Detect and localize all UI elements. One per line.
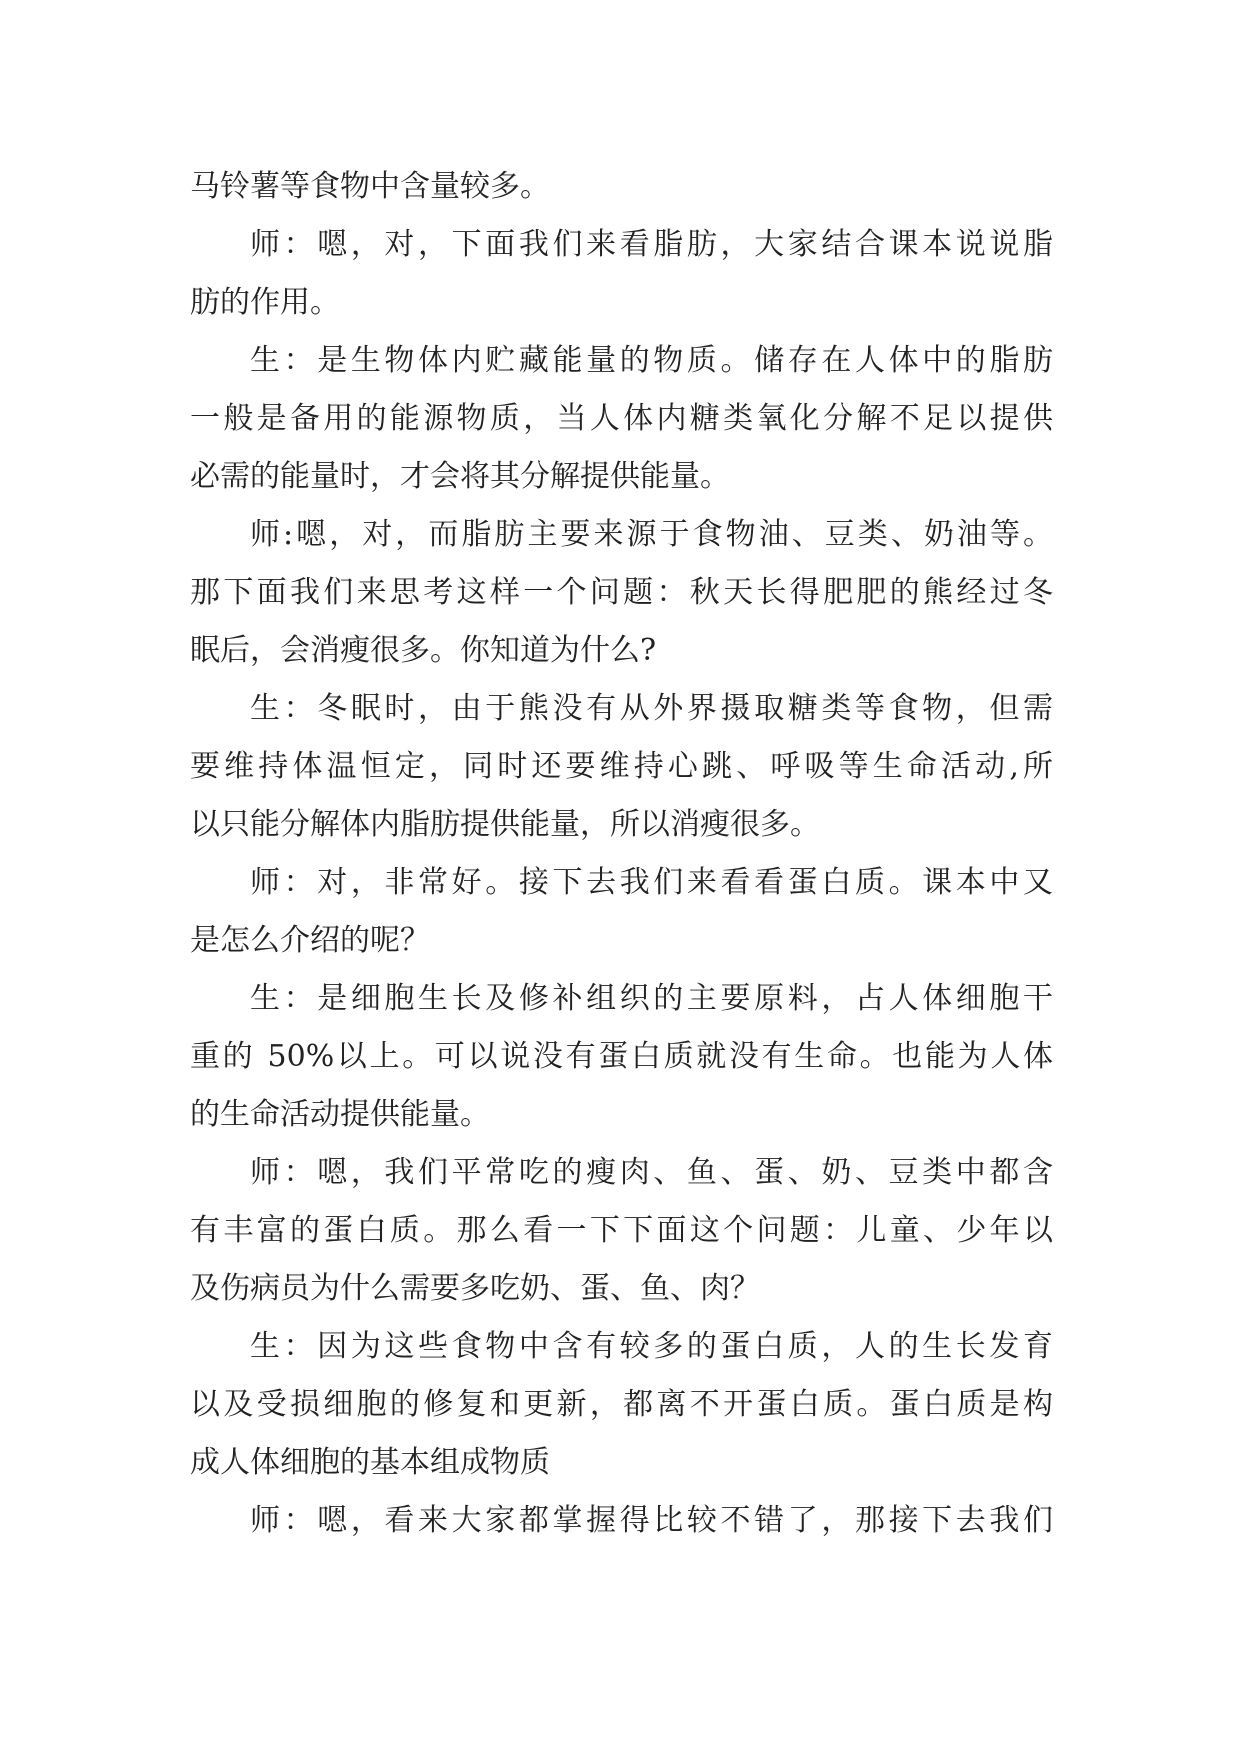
paragraph-teacher: [190, 1492, 1053, 1550]
text-line: 生：因为这些食物中含有较多的蛋白质，人的生长发育: [250, 1329, 1053, 1364]
text-line: 肪的作用。: [190, 285, 340, 320]
text-line: 师：嗯，对，下面我们来看脂肪，大家结合课本说说脂: [250, 227, 1053, 262]
text-line: 马铃薯等食物中含量较多。: [190, 169, 550, 204]
document-body: [190, 158, 1053, 1550]
paragraph-continuation: [190, 158, 1053, 216]
text-line: 必需的能量时，才会将其分解提供能量。: [190, 459, 730, 494]
text-line: 有丰富的蛋白质。那么看一下下面这个问题：儿童、少年以: [190, 1213, 1053, 1248]
text-line: 师：对，非常好。接下去我们来看看蛋白质。课本中又: [250, 865, 1053, 900]
text-line: 师：嗯，我们平常吃的瘦肉、鱼、蛋、奶、豆类中都含: [250, 1155, 1053, 1190]
text-line: 以只能分解体内脂肪提供能量，所以消瘦很多。: [190, 807, 820, 842]
paragraph-student: [190, 970, 1053, 1144]
text-line: 是怎么介绍的呢？: [190, 923, 430, 958]
text-line: 生：是细胞生长及修补组织的主要原料，占人体细胞干: [250, 981, 1053, 1016]
paragraph-student: [190, 332, 1053, 506]
text-line: 一般是备用的能源物质，当人体内糖类氧化分解不足以提供: [190, 401, 1053, 436]
paragraph-teacher: [190, 506, 1053, 680]
text-line: 师：嗯，看来大家都掌握得比较不错了，那接下去我们: [250, 1503, 1053, 1538]
text-line: 及伤病员为什么需要多吃奶、蛋、鱼、肉？: [190, 1271, 760, 1306]
paragraph-teacher: [190, 854, 1053, 970]
paragraph-teacher: [190, 216, 1053, 332]
text-line: 以及受损细胞的修复和更新，都离不开蛋白质。蛋白质是构: [190, 1387, 1053, 1422]
text-line: 生：是生物体内贮藏能量的物质。储存在人体中的脂肪: [250, 343, 1053, 378]
text-line: 眠后，会消瘦很多。你知道为什么?: [190, 633, 657, 668]
text-line: 的生命活动提供能量。: [190, 1097, 490, 1132]
paragraph-student: [190, 680, 1053, 854]
text-line: 要维持体温恒定，同时还要维持心跳、呼吸等生命活动,所: [190, 749, 1053, 784]
paragraph-student: [190, 1318, 1053, 1492]
text-line: 那下面我们来思考这样一个问题：秋天长得肥肥的熊经过冬: [190, 575, 1053, 610]
text-line: 成人体细胞的基本组成物质: [190, 1445, 550, 1480]
text-line: 生：冬眠时，由于熊没有从外界摄取糖类等食物，但需: [250, 691, 1053, 726]
text-line: 重的 50%以上。可以说没有蛋白质就没有生命。也能为人体: [190, 1039, 1053, 1074]
paragraph-teacher: [190, 1144, 1053, 1318]
text-line: 师:嗯，对，而脂肪主要来源于食物油、豆类、奶油等。: [250, 517, 1053, 552]
